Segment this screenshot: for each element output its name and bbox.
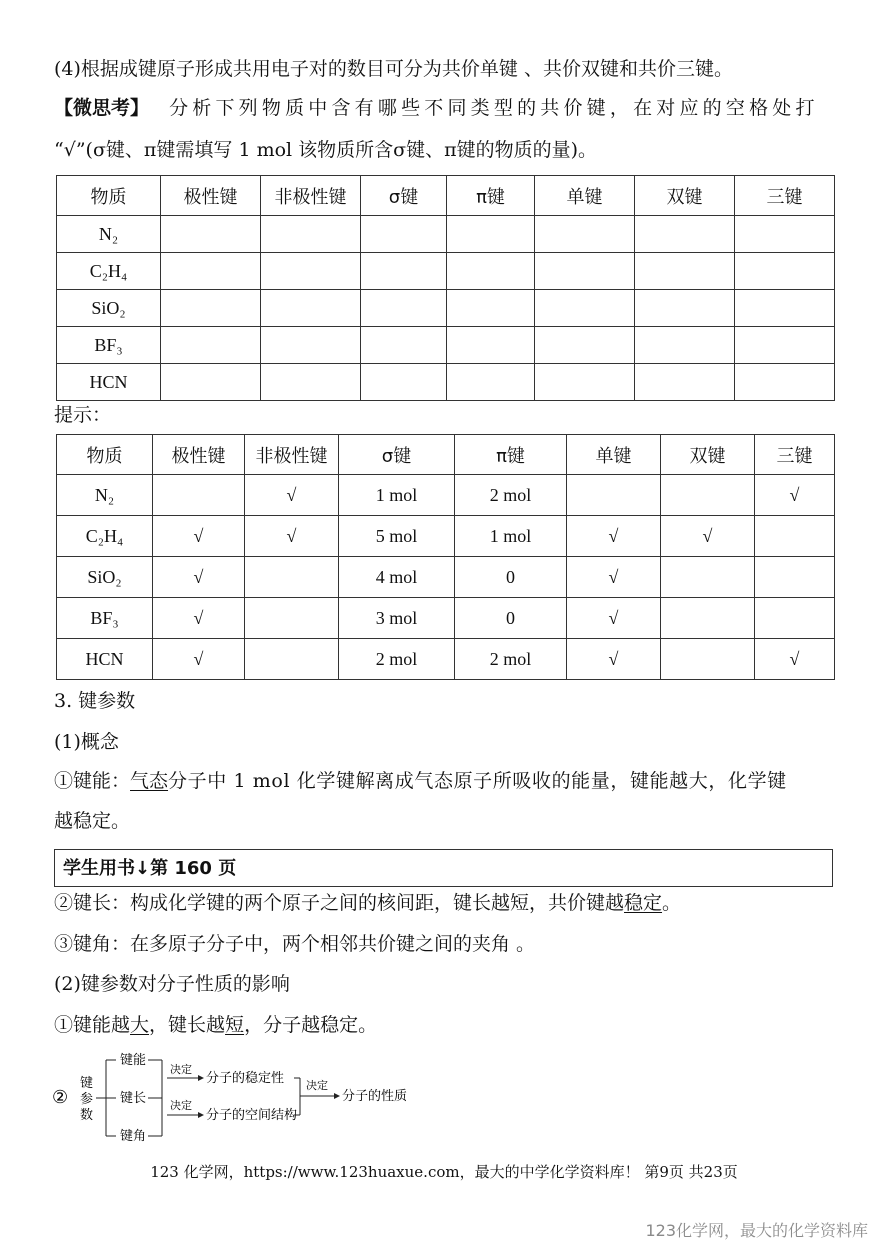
- decide-label-1: 决定: [170, 1063, 192, 1076]
- target-properties: 分子的性质: [342, 1089, 408, 1104]
- question-table-cell: [261, 253, 361, 290]
- answer-table-cell: 1 mol: [339, 475, 455, 516]
- intro-line-1: (4)根据成键原子形成共用电子对的数目可分为共价单键 、共价双键和共价三键。: [54, 58, 733, 80]
- answer-table-row: [57, 516, 835, 557]
- question-table-cell: [161, 327, 261, 364]
- answer-table-cell: 2 mol: [339, 639, 455, 680]
- question-table-header-cell: σ键: [361, 176, 447, 216]
- answer-table-cell: √: [567, 557, 661, 598]
- question-table-cell: [635, 327, 735, 364]
- answer-table-cell: [755, 516, 835, 557]
- bond-energy-rest: 分子中 1 mol 化学键解离成气态原子所吸收的能量，键能越大，化学键: [168, 770, 787, 792]
- answer-table-row: [57, 557, 835, 598]
- question-table-cell: [635, 216, 735, 253]
- question-table-header-cell: 极性键: [161, 176, 261, 216]
- concept-heading: (1)概念: [54, 731, 119, 753]
- hint-label: 提示：: [54, 404, 112, 426]
- answer-table-cell: [567, 475, 661, 516]
- branch-bond-length: 键长: [120, 1091, 147, 1106]
- question-table-cell: [635, 253, 735, 290]
- answer-table-cell: [661, 639, 755, 680]
- answer-table-cell: HCN: [57, 639, 153, 680]
- branch-bond-angle: 键角: [120, 1129, 147, 1144]
- diagram-root-2: 参: [80, 1092, 94, 1107]
- question-table-row: [57, 327, 835, 364]
- answer-table-cell: √: [153, 598, 245, 639]
- question-table: [56, 175, 835, 401]
- question-table-cell: C₂H₄: [57, 253, 161, 290]
- question-table-cell: [735, 364, 835, 401]
- target-stability: 分子的稳定性: [206, 1071, 285, 1086]
- question-table-cell: [635, 364, 735, 401]
- bond-length-end: 。: [662, 892, 682, 914]
- answer-table-header-cell: π键: [455, 435, 567, 475]
- answer-table-header-cell: 三键: [755, 435, 835, 475]
- question-table-cell: [447, 364, 535, 401]
- decide-label-3: 决定: [306, 1079, 328, 1092]
- section-heading: 3. 键参数: [54, 690, 136, 712]
- think-label: 【微思考】: [54, 97, 150, 119]
- answer-table-cell: √: [567, 516, 661, 557]
- question-table-header-cell: 三键: [735, 176, 835, 216]
- answer-table-cell: 3 mol: [339, 598, 455, 639]
- question-table-cell: BF₃: [57, 327, 161, 364]
- effect-1c: ，键长越: [149, 1014, 226, 1036]
- answer-table-row: [57, 639, 835, 680]
- answer-table: [56, 434, 835, 680]
- bond-length-text: ②键长：构成化学键的两个原子之间的核间距，键长越短，共价键越: [54, 892, 625, 914]
- question-table-cell: [447, 216, 535, 253]
- branch-bond-energy: 键能: [120, 1053, 147, 1068]
- bond-energy-underline: 气态: [130, 770, 169, 792]
- answer-table-cell: 0: [455, 598, 567, 639]
- answer-table-cell: 0: [455, 557, 567, 598]
- answer-table-cell: 5 mol: [339, 516, 455, 557]
- answer-table-cell: √: [153, 639, 245, 680]
- question-table-header-cell: π键: [447, 176, 535, 216]
- page-footer: 123 化学网，https://www.123huaxue.com，最大的中学化学资料库！ 第9页 共23页: [150, 1163, 738, 1181]
- effect-1e: ，分子越稳定。: [244, 1014, 378, 1036]
- answer-table-header-cell: 单键: [567, 435, 661, 475]
- question-table-header-cell: 单键: [535, 176, 635, 216]
- question-table-cell: [361, 290, 447, 327]
- watermark: 123化学网，最大的化学资料库: [645, 1221, 868, 1240]
- question-table-cell: [735, 327, 835, 364]
- answer-table-cell: [245, 598, 339, 639]
- arrowhead-3: [334, 1093, 340, 1099]
- textbook-page-box: 学生用书↓第 160 页: [54, 849, 833, 887]
- answer-table-cell: √: [153, 516, 245, 557]
- bond-angle-line: ③键角：在多原子分子中，两个相邻共价键之间的夹角 。: [54, 933, 536, 955]
- question-table-header-cell: 双键: [635, 176, 735, 216]
- answer-table-cell: SiO₂: [57, 557, 153, 598]
- answer-table-cell: [661, 598, 755, 639]
- answer-table-cell: √: [567, 639, 661, 680]
- answer-table-cell: √: [153, 557, 245, 598]
- question-table-cell: [161, 364, 261, 401]
- question-table-cell: [261, 216, 361, 253]
- question-table-cell: [535, 290, 635, 327]
- bond-length-line: [54, 890, 681, 916]
- answer-table-cell: [245, 557, 339, 598]
- answer-table-header-cell: 物质: [57, 435, 153, 475]
- answer-table-row: [57, 475, 835, 516]
- question-table-row: [57, 364, 835, 401]
- question-table-cell: SiO₂: [57, 290, 161, 327]
- answer-table-cell: 4 mol: [339, 557, 455, 598]
- question-table-cell: [161, 216, 261, 253]
- answer-table-row: [57, 598, 835, 639]
- question-table-cell: [735, 216, 835, 253]
- answer-table-cell: 1 mol: [455, 516, 567, 557]
- question-table-cell: [735, 290, 835, 327]
- question-table-cell: [447, 253, 535, 290]
- question-table-row: [57, 290, 835, 327]
- answer-table-cell: [755, 598, 835, 639]
- question-table-cell: [535, 364, 635, 401]
- effect-heading: (2)键参数对分子性质的影响: [54, 973, 290, 995]
- think-text-2: “√”(σ键、π键需填写 1 mol 该物质所含σ键、π键的物质的量)。: [54, 139, 598, 161]
- diagram-root-1: 键: [80, 1076, 94, 1091]
- answer-table-cell: √: [567, 598, 661, 639]
- diagram-number: ②: [52, 1087, 69, 1108]
- answer-table-header-cell: 双键: [661, 435, 755, 475]
- question-table-cell: [635, 290, 735, 327]
- answer-table-cell: √: [755, 475, 835, 516]
- question-table-row: [57, 216, 835, 253]
- think-text: 分析下列物质中含有哪些不同类型的共价键，在对应的空格处打: [169, 97, 819, 119]
- answer-table-cell: 2 mol: [455, 475, 567, 516]
- answer-table-header-row: [57, 435, 835, 475]
- answer-table-cell: [755, 557, 835, 598]
- question-table-cell: [535, 216, 635, 253]
- answer-table-cell: [661, 557, 755, 598]
- think-line: [54, 95, 819, 121]
- bond-parameter-diagram: [50, 1045, 430, 1145]
- question-table-header-cell: 物质: [57, 176, 161, 216]
- diagram-root-3: 数: [80, 1108, 94, 1123]
- answer-table-header-cell: 极性键: [153, 435, 245, 475]
- arrowhead-1: [198, 1075, 204, 1081]
- question-table-cell: [361, 327, 447, 364]
- answer-table-cell: [661, 475, 755, 516]
- question-table-cell: [361, 364, 447, 401]
- answer-table-header-cell: σ键: [339, 435, 455, 475]
- answer-table-cell: [245, 639, 339, 680]
- question-table-header-row: [57, 176, 835, 216]
- target-spatial-structure: 分子的空间结构: [206, 1108, 298, 1123]
- effect-1b: 大: [130, 1014, 150, 1036]
- question-table-cell: [361, 253, 447, 290]
- question-table-cell: [161, 253, 261, 290]
- question-table-cell: N₂: [57, 216, 161, 253]
- question-table-cell: [261, 327, 361, 364]
- answer-table-cell: N₂: [57, 475, 153, 516]
- question-table-cell: [447, 290, 535, 327]
- question-table-header-cell: 非极性键: [261, 176, 361, 216]
- question-table-cell: [447, 327, 535, 364]
- answer-table-cell: 2 mol: [455, 639, 567, 680]
- effect-1d: 短: [225, 1014, 245, 1036]
- arrowhead-2: [198, 1112, 204, 1118]
- answer-table-cell: √: [661, 516, 755, 557]
- answer-table-cell: √: [245, 516, 339, 557]
- answer-table-cell: [153, 475, 245, 516]
- question-table-cell: HCN: [57, 364, 161, 401]
- question-table-cell: [261, 290, 361, 327]
- bond-length-underline: 稳定: [624, 892, 663, 914]
- question-table-cell: [361, 216, 447, 253]
- question-table-cell: [735, 253, 835, 290]
- effect-1a: ①键能越: [54, 1014, 131, 1036]
- question-table-cell: [261, 364, 361, 401]
- answer-table-cell: √: [755, 639, 835, 680]
- question-table-cell: [535, 327, 635, 364]
- decide-label-2: 决定: [170, 1099, 192, 1112]
- effect-line-1: [54, 1012, 377, 1038]
- question-table-cell: [535, 253, 635, 290]
- question-table-row: [57, 253, 835, 290]
- bond-energy-line-2: 越稳定。: [54, 810, 131, 832]
- bond-energy-line: [54, 768, 787, 794]
- answer-table-cell: √: [245, 475, 339, 516]
- question-table-cell: [161, 290, 261, 327]
- answer-table-header-cell: 非极性键: [245, 435, 339, 475]
- answer-table-cell: BF₃: [57, 598, 153, 639]
- bond-energy-prefix: ①键能：: [54, 770, 131, 792]
- answer-table-cell: C₂H₄: [57, 516, 153, 557]
